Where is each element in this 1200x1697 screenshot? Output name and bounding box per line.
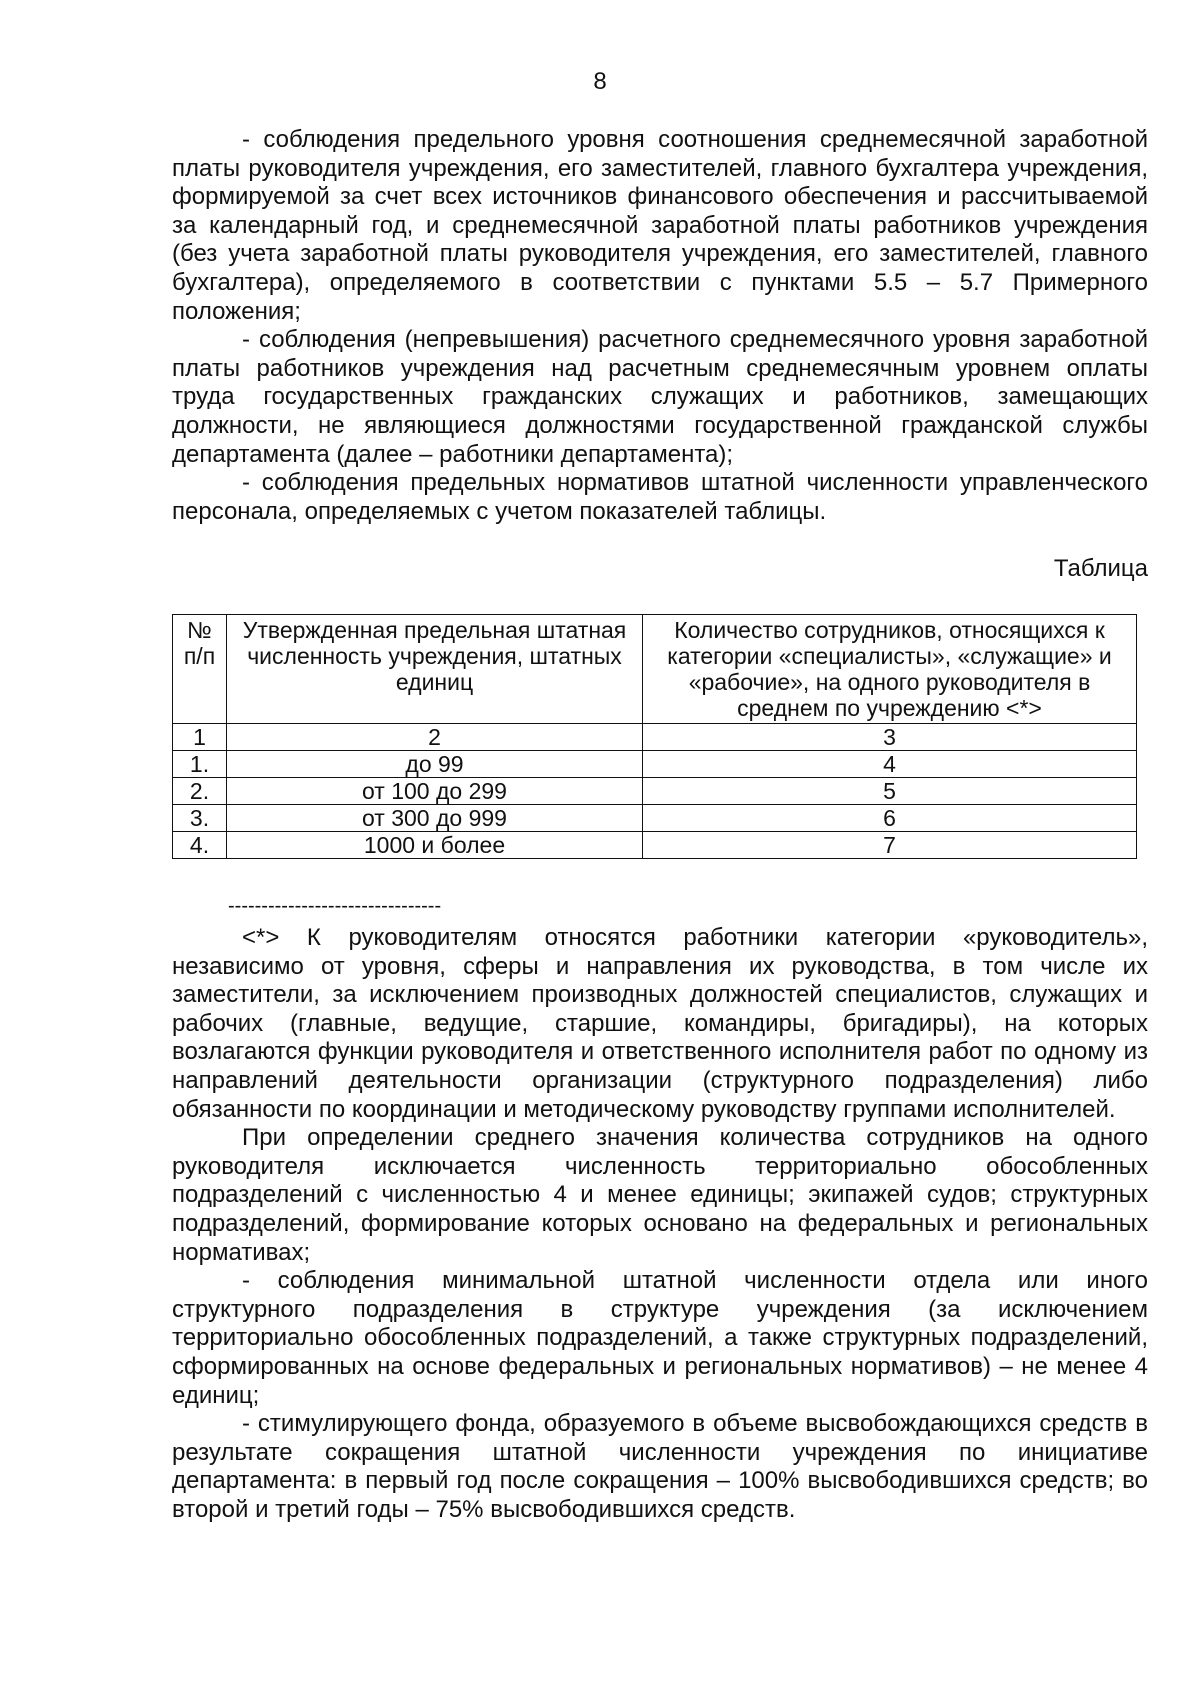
table-row xyxy=(173,724,1137,751)
table-cell: 1000 и более xyxy=(227,832,643,859)
table-row xyxy=(173,778,1137,805)
page-number: 8 xyxy=(593,68,607,95)
top-text-block xyxy=(172,126,1148,526)
footnote-separator: -------------------------------- xyxy=(228,895,442,917)
table-cell: 4 xyxy=(643,751,1137,778)
table-cell: от 300 до 999 xyxy=(227,805,643,832)
table-cell: до 99 xyxy=(227,751,643,778)
table-header-row xyxy=(173,615,1137,724)
table-cell: 3. xyxy=(173,805,227,832)
table-row xyxy=(173,805,1137,832)
table-cell: 6 xyxy=(643,805,1137,832)
paragraph-average-exclusions: При определении среднего значения количества сотрудников на одного руководителя исключается численность территориально обособленных подразделений с численностью 4 и менее единицы; экипажей судов; структурных подразделений, формирование которых основано на федеральных и региональных нормативах; xyxy=(172,1124,1148,1266)
header-staff-per-manager: Количество сотрудников, относящихся к категории «специалисты», «служащие» и «рабочие», на одного руководителя в среднем по учреждению <*> xyxy=(643,615,1137,724)
table-row xyxy=(173,751,1137,778)
header-number: № п/п xyxy=(173,615,227,724)
paragraph-wage-level: - соблюдения (непревышения) расчетного среднемесячного уровня заработной платы работников учреждения над расчетным среднемесячным уровнем оплаты труда государственных гражданских служащих и работников, замещающих должности, не являющиеся должностями государственной гражданской службы департамента (далее – работники департамента); xyxy=(172,326,1148,468)
table-cell: 7 xyxy=(643,832,1137,859)
paragraph-minimum-staff: - соблюдения минимальной штатной численности отдела или иного структурного подразделения в структуре учреждения (за исключением территориально обособленных подразделений, а также структурных подразделений, сформированных на основе федеральных и региональных нормативов) – не менее 4 единиц; xyxy=(172,1267,1148,1409)
table-cell: 1 xyxy=(173,724,227,751)
table-cell: 4. xyxy=(173,832,227,859)
table-cell: от 100 до 299 xyxy=(227,778,643,805)
table-cell: 1. xyxy=(173,751,227,778)
footnote-managers-definition: <*> К руководителям относятся работники категории «руководитель», независимо от уровня, сферы и направления их руководства, в том числе их заместители, за исключением производных должностей специалистов, служащих и рабочих (главные, ведущие, старшие, командиры, бригадиры), на которых возлагаются функции руководителя и ответственного исполнителя работ по одному из направлений деятельности организации (структурного подразделения) либо обязанности по координации и методическому руководству группами исполнителей. xyxy=(172,924,1148,1123)
header-staff-limit: Утвержденная предельная штатная численность учреждения, штатных единиц xyxy=(227,615,643,724)
table-cell: 5 xyxy=(643,778,1137,805)
paragraph-wage-ratio: - соблюдения предельного уровня соотношения среднемесячной заработной платы руководителя учреждения, его заместителей, главного бухгалтера учреждения, формируемой за счет всех источников финансового обеспечения и рассчитываемой за календарный год, и среднемесячной заработной платы работников учреждения (без учета заработной платы руководителя учреждения, его заместителей, главного бухгалтера), определяемого в соответствии с пунктами 5.5 – 5.7 Примерного положения; xyxy=(172,126,1148,325)
table-cell: 2. xyxy=(173,778,227,805)
table-cell: 3 xyxy=(643,724,1137,751)
paragraph-staff-norms: - соблюдения предельных нормативов штатной численности управленческого персонала, определяемых с учетом показателей таблицы. xyxy=(172,469,1148,525)
footnote-text-block xyxy=(172,924,1148,1524)
staff-limits-table xyxy=(172,614,1137,859)
paragraph-incentive-fund: - стимулирующего фонда, образуемого в объеме высвобождающихся средств в результате сокращения штатной численности учреждения по инициативе департамента: в первый год после сокращения – 100% высвободившихся средств; во второй и третий годы – 75% высвободившихся средств. xyxy=(172,1410,1148,1523)
table-caption: Таблица xyxy=(1053,555,1148,582)
table-cell: 2 xyxy=(227,724,643,751)
table-row xyxy=(173,832,1137,859)
